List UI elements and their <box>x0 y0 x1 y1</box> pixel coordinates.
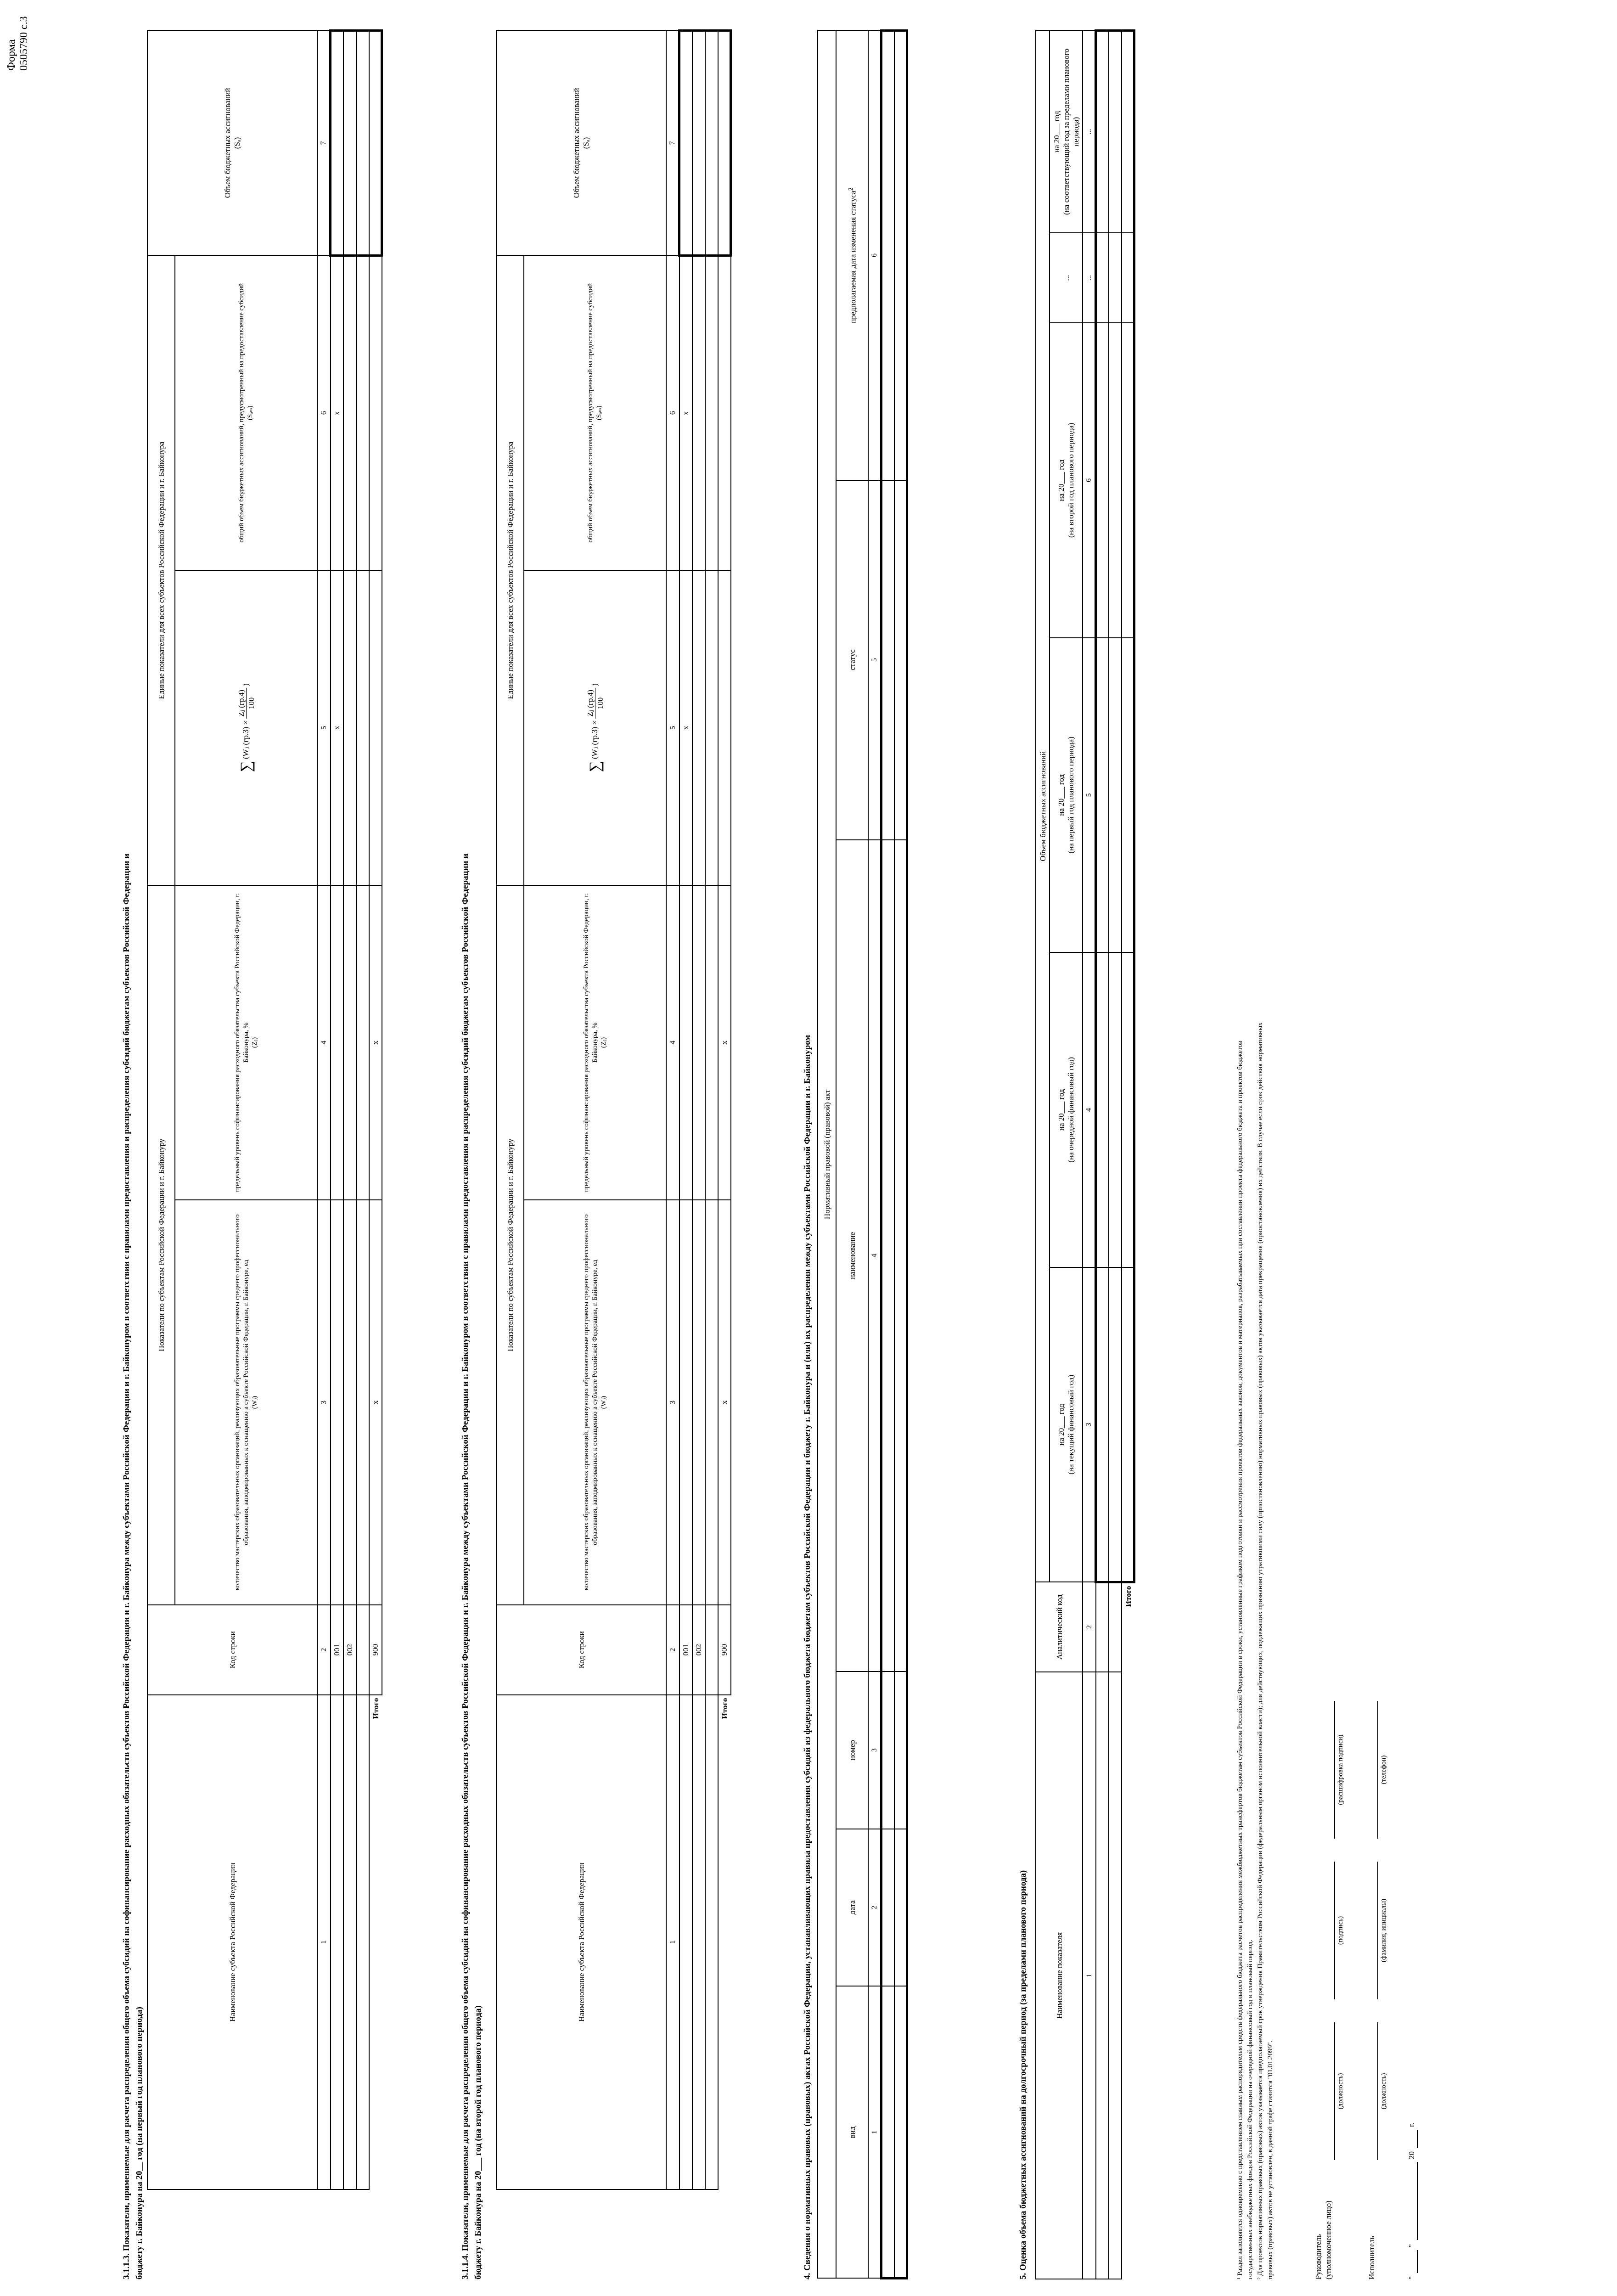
formula-numerator: Zⱼ (гр.4) <box>585 688 595 719</box>
col-line-code: Код строки <box>147 1605 317 1695</box>
col-act-date: дата <box>836 1829 868 1986</box>
col-workshop-count: количество мастерских образовательных организаций, реализующих образовательные программы среднего профессионального образования, заподмированных к оснащению в субъекте Российской Федерации, г. Байконуре, ед (Wⱼ) <box>524 1200 666 1605</box>
section-4-title: 4. Сведения о нормативных правовых (правовых) актах Российской Федерации, устанавливающих правила предоставления субсидий из федерального бюджета бюджетам субъектов Российской Федерации и бюджету г. Байконура и (или) их распределения между субъектами Российской Федерации и г. Байконуром <box>803 1035 812 2279</box>
col-act-kind: вид <box>836 1986 868 2278</box>
date-quote-open: " <box>1407 2276 1416 2279</box>
date-year-line <box>1417 2130 1418 2148</box>
table-row <box>894 31 907 2279</box>
col-cofinancing-level: предельный уровень софинансирования расходного обязательства субъекта Российской Федерации, г. Байконура, % (Zⱼ) <box>524 885 666 1200</box>
colnum-3: 3 <box>666 1200 679 1605</box>
group-budget-volume: Объем бюджетных ассигнований <box>1036 31 1050 1582</box>
footnote-2-cont: правовых (правовых) актов не установлен, в данной графе ставится "01.01.2099". <box>1267 2040 1274 2279</box>
table-row <box>1109 31 1122 2279</box>
colnum-2: 2 <box>317 1605 331 1695</box>
date-day-line <box>1417 2250 1418 2273</box>
col-subject-name: Наименование субъекта Российской Федерации <box>147 1695 317 2189</box>
colnum-3: 3 <box>317 1200 331 1605</box>
executor-phone-line <box>1377 1701 1378 1839</box>
col-status-change-date: предполагаемая дата изменения статуса$^2$ <box>836 31 868 480</box>
date-quote-close: " <box>1407 2244 1416 2247</box>
col-act-name: наименование <box>836 840 868 1671</box>
colnum-7: 7 <box>317 31 331 256</box>
formula-numerator: Zⱼ (гр.4) <box>236 688 247 719</box>
footnote-1-cont: государственных внебюджетных фондов Российской Федерации на очередной финансовый год и плановый период. <box>1246 1940 1254 2279</box>
table-row: 002 <box>692 31 705 2280</box>
head-label: Руководитель <box>1314 2234 1323 2279</box>
col-line-code: Код строки <box>496 1605 666 1695</box>
table-row <box>705 31 718 2280</box>
col-total-volume: общий объем бюджетных ассигнований, предусмотренный на предоставление субсидий (Sₐₘ) <box>175 255 317 570</box>
section-3114-title-line2: бюджету г. Байконура на 20___ год (на второй год планового периода) <box>473 2005 483 2279</box>
colnum-2: 2 <box>666 1605 679 1695</box>
col-long-term-year: на 20___ год (на соответствующий год за пределами планового периода) <box>1050 31 1083 233</box>
col-indicator-name: Наименование показателя <box>1036 1672 1083 2279</box>
form-number: Форма 0505790 с.3 <box>6 16 30 71</box>
itogo-row: Итого 900 x x <box>369 31 382 2280</box>
col-budget-volume: Объем бюджетных ассигнований (Sₐ) <box>147 31 317 256</box>
date-year-prefix: 20 <box>1407 2151 1416 2159</box>
col-cofinancing-level: предельный уровень софинансирования расходного обязательства субъекта Российской Федерации, г. Байконура, % (Zⱼ) <box>175 885 317 1200</box>
col-current-year: на 20___ год (на текущий финансовый год) <box>1050 1267 1083 1582</box>
group-subject-indicators: Показатели по субъектам Российской Федерации и г. Байконуру <box>147 885 175 1605</box>
col-plan-year-1: на 20___ год (на первый год планового периода) <box>1050 638 1083 953</box>
executor-fio-caption: (фамилия, инициалы) <box>1380 1898 1387 1963</box>
col-subject-name: Наименование субъекта Российской Федерации <box>496 1695 666 2189</box>
col-dots: ... <box>1050 233 1083 323</box>
footnote-2: ² Для проектов нормативных правовых (правовых) актов указывается предполагаемый срок утверждения Правительством Российской Федерации (федеральным органом исполнительной власти); для действующих, подлежащих признанию утратившими силу (приостановлению) нормативных правовых (правовых) актов указывается дата прекращения (приостановления) их действия. В случае если срок действия нормативных <box>1257 1022 1264 2279</box>
formula-right: ) <box>241 683 250 686</box>
col-analytic-code: Аналитический код <box>1036 1582 1083 1672</box>
colnum-4: 4 <box>317 885 331 1200</box>
head-position-line <box>1334 2022 1335 2160</box>
group-normative-act: Нормативный правовой (правовой) акт <box>818 31 836 2279</box>
executor-label: Исполнитель <box>1367 2235 1376 2279</box>
colnum-5: 5 <box>666 570 679 885</box>
col-act-number: номер <box>836 1671 868 1829</box>
colnum-4: 4 <box>666 885 679 1200</box>
col-plan-year-2: на 20___ год (на второй год планового периода) <box>1050 323 1083 638</box>
colnum-5: 5 <box>317 570 331 885</box>
head-sign-line <box>1334 1862 1335 1999</box>
table-row: 002 <box>343 31 356 2280</box>
colnum-7: 7 <box>666 31 679 256</box>
table-row <box>881 31 894 2279</box>
col-total-volume: общий объем бюджетных ассигнований, предусмотренный на предоставление субсидий (Sₐₘ) <box>524 255 666 570</box>
colnum-6: 6 <box>666 255 679 570</box>
table-normative-acts: Нормативный правовой (правовой) акт вид дата номер наименование статус предполагаемая дата изменения статуса$^2$ 1 2 3 4 5 6 <box>817 29 908 2279</box>
date-year-suffix: г. <box>1407 2122 1416 2127</box>
table-row <box>1096 31 1109 2279</box>
col-budget-volume: Объем бюджетных ассигнований (Sₐ) <box>496 31 666 256</box>
group-common-indicators: Единые показатели для всех субъектов Российской Федерации и г. Байконура <box>496 255 524 885</box>
group-subject-indicators: Показатели по субъектам Российской Федерации и г. Байконуру <box>496 885 524 1605</box>
section-3113-title-line1: 3.1.1.3. Показатели, применяемые для расчета распределения общего объема субсидий на софинансирование расходных обязательств субъектов Российской Федерации и г. Байконура между субъектами Российской Федерации и г. Байконуром в соответствии с правилами предоставления и распределения субсидий бюджетам субъектов Российской Федерации и <box>122 853 131 2279</box>
executor-position-line <box>1377 2022 1378 2160</box>
date-month-line <box>1417 2162 1418 2240</box>
sum-symbol: ∑ <box>237 761 255 772</box>
formula-denominator: 100 <box>595 697 605 709</box>
table-3113 <box>147 29 383 2279</box>
head-sublabel: (уполномоченное лицо) <box>1324 2200 1333 2279</box>
table-long-term: Наименование показателя Аналитический код Объем бюджетных ассигнований на 20___ год (на текущий финансовый год) на 20___ год (на очередной финансовый год) на 20___ год (на первый год планового периода) на 20___ год (на второй год планового периода) ... на 20___ год (на соответствующий год за пределами планового периода) 1 2 3 4 5 6 ... ... Итого <box>1035 29 1135 2279</box>
head-decode-caption: (расшифровка подписи) <box>1337 1734 1344 1805</box>
formula-denominator: 100 <box>247 697 256 709</box>
col-workshop-count: количество мастерских образовательных организаций, реализующих образовательные программы среднего профессионального образования, заподмированных к оснащению в субъекте Российской Федерации, г. Байконуре, ед (Wⱼ) <box>175 1200 317 1605</box>
table-3114 <box>496 29 732 2279</box>
executor-position-caption: (должность) <box>1380 2073 1387 2110</box>
table-row: 001 x x <box>331 31 343 2280</box>
section-3114-title-line1: 3.1.1.4. Показатели, применяемые для расчета распределения общего объема субсидий на софинансирование расходных обязательств субъектов Российской Федерации и г. Байконура между субъектами Российской Федерации и г. Байконуром в соответствии с правилами предоставления и распределения субсидий бюджетам субъектов Российской Федерации и <box>460 853 470 2279</box>
formula-right: ) <box>590 683 599 686</box>
itogo-row: Итого <box>1122 31 1134 2279</box>
section-3113-title-line2: бюджету г. Байконура на 20__ год (на первый год планового периода) <box>135 2007 144 2279</box>
footnote-1: ¹ Раздел заполняется одновременно с представлением главным распорядителем средств федерального бюджета расчетов распределения межбюджетных трансфертов бюджетам субъектов Российской Федерации в сроки, установленные графиком подготовки и рассмотрения проектов федеральных законов, документов и материалов, разрабатываемых при составлении проекта федерального бюджета и проектов бюджетов <box>1236 1041 1244 2279</box>
executor-fio-line <box>1377 1862 1378 1999</box>
head-position-caption: (должность) <box>1337 2073 1344 2110</box>
itogo-row: Итого 900 x x <box>718 31 731 2280</box>
table-row: 001 x x <box>679 31 692 2280</box>
head-sign-caption: (подпись) <box>1337 1916 1344 1945</box>
formula-left: (Wⱼ (гр.3) × <box>590 720 599 759</box>
formula-left: (Wⱼ (гр.3) × <box>241 720 250 759</box>
table-row <box>356 31 369 2280</box>
formula-cell <box>524 570 666 885</box>
sum-symbol: ∑ <box>586 761 604 772</box>
head-decode-line <box>1334 1701 1335 1839</box>
executor-phone-caption: (телефон) <box>1380 1755 1387 1784</box>
col-act-status: статус <box>836 480 868 840</box>
colnum-6: 6 <box>317 255 331 570</box>
group-common-indicators: Единые показатели для всех субъектов Российской Федерации и г. Байконура <box>147 255 175 885</box>
colnum-1: 1 <box>666 1695 679 2189</box>
formula-cell <box>175 570 317 885</box>
colnum-1: 1 <box>317 1695 331 2189</box>
section-5-title: 5. Оценка объема бюджетных ассигнований на долгосрочный период (за пределами планового периода) <box>1018 1870 1028 2279</box>
col-next-year: на 20___ год (на очередной финансовый год) <box>1050 952 1083 1267</box>
